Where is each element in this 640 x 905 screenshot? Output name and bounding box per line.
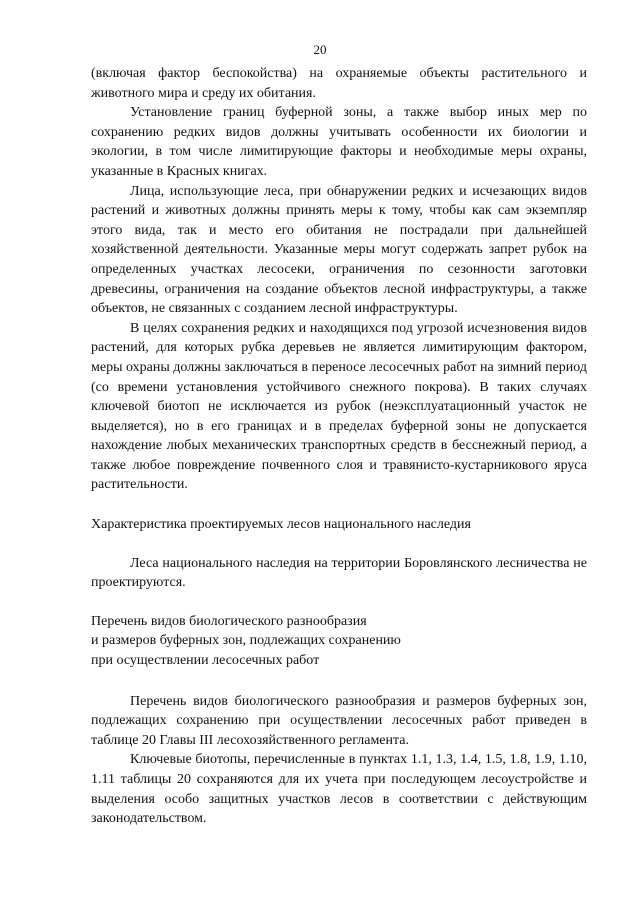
paragraph-forest-users: Лица, использующие леса, при обнаружении редких и исчезающих видов растений и животных должны принять меры к тому, чтобы как сам экземпляр этого вида, так и место его обитания не пострадали при дальнейшей хозяйственной деятельности. Указанные меры могут содержать запрет рубок на определенных участках лесосеки, ограничения по сезонности заготовки древесины, ограничения на создание объектов лесной инфраструктуры, а также объектов, не связанных с созданием лесной инфраструктуры. <box>91 183 587 317</box>
heading-line: при осуществлении лесосечных работ <box>91 653 320 669</box>
paragraph-biodiversity-list: Перечень видов биологического разнообразия и размеров буферных зон, подлежащих сохранению при осуществлении лесосечных работ приведен в таблице 20 Главы III лесохозяйственного регламента. <box>91 693 587 748</box>
paragraph-key-biotopes: Ключевые биотопы, перечисленные в пунктах 1.1, 1.3, 1.4, 1.5, 1.8, 1.9, 1.10, 1.11 таблицы 20 сохраняются для их учета при последующем лесоустройстве и выделения особо защитных участков лесов в соответствии с действующим законодательством. <box>91 752 587 827</box>
paragraph-heritage-forests: Леса национального наследия на территории Боровлянского лесничества не проектируются. <box>91 555 587 591</box>
page-number: 20 <box>313 42 327 57</box>
document-body <box>91 64 587 829</box>
heading-line: и размеров буферных зон, подлежащих сохранению <box>91 633 401 649</box>
heading-line: Перечень видов биологического разнообразия <box>91 613 367 629</box>
paragraph-buffer-zone: Установление границ буферной зоны, а также выбор иных мер по сохранению редких видов должны учитывать особенности их биологии и экологии, в том числе лимитирующие факторы и необходимые меры охраны, указанные в Красных книгах. <box>91 105 587 179</box>
paragraph-rare-species: В целях сохранения редких и находящихся под угрозой исчезновения видов растений, для которых рубка деревьев не является лимитирующим фактором, меры охраны должны заключаться в переносе лесосечных работ на зимний период (со времени установления устойчивого снежного покрова). В таких случаях ключевой биотоп не исключается из рубок (неэксплуатационный участок не выделяется), но в его границах и в пределах буферной зоны не допускается нахождение любых механических транспортных средств в бесснежный период, а также любое повреждение почвенного слоя и травянисто-кустарникового яруса растительности. <box>91 320 587 493</box>
paragraph-continuation: (включая фактор беспокойства) на охраняемые объекты растительного и животного мира и среду их обитания. <box>91 66 587 101</box>
section-heading-heritage: Характеристика проектируемых лесов национального наследия <box>91 517 471 533</box>
section-heading-biodiversity <box>91 612 587 671</box>
